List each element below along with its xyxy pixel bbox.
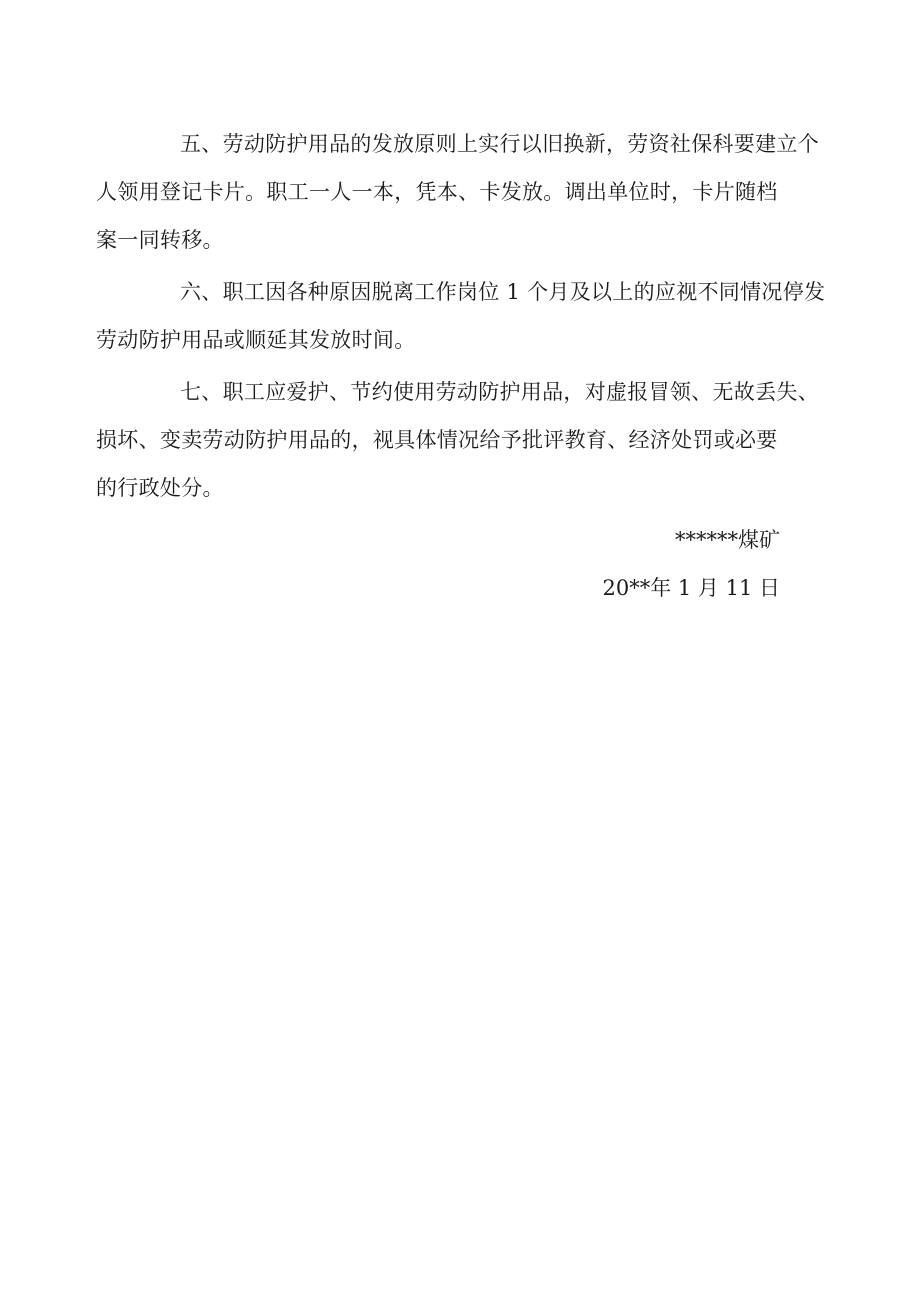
paragraph-line: 六、职工因各种原因脱离工作岗位 1 个月及以上的应视不同情况停发 [180,280,826,304]
paragraph-line: 损坏、变卖劳动防护用品的，视具体情况给予批评教育、经济处罚或必要 [96,428,778,452]
signature-date: 20**年 1 月 11 日 [602,576,780,600]
paragraph-5 [96,120,819,264]
signature-block [138,516,788,612]
paragraph-line: 的行政处分。 [96,476,224,500]
paragraph-line: 人领用登记卡片。职工一人一本，凭本、卡发放。调出单位时，卡片随档 [96,180,778,204]
paragraph-7 [96,368,819,512]
paragraph-6 [96,268,826,364]
paragraph-line: 劳动防护用品或顺延其发放时间。 [96,328,416,352]
signature-organization: ******煤矿 [675,528,780,552]
document-page [96,120,826,612]
paragraph-line: 七、职工应爱护、节约使用劳动防护用品，对虚报冒领、无故丢失、 [180,380,819,404]
paragraph-line: 五、劳动防护用品的发放原则上实行以旧换新，劳资社保科要建立个 [180,132,819,156]
paragraph-line: 案一同转移。 [96,228,224,252]
